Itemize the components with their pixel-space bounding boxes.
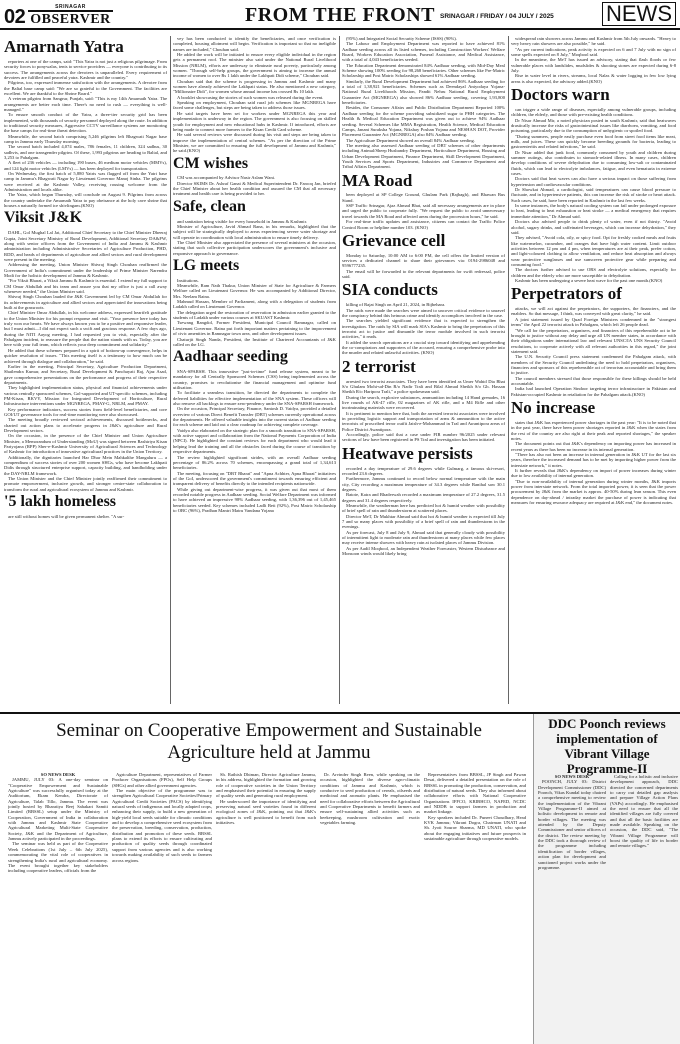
brand-name: OBSERVER [28, 10, 113, 30]
paragraph: They highlighted implementation status, physical and financial achievements under various centrally sponsored schemes, Gol-supported and UT-specific schemes, including PM-Kisan, RKVY, Mission for Integrated Development of Horticulture, Rural Infrastructure interventions under MGNREGA, PMAY-G, NRLM, and PMAY. [4, 385, 167, 407]
paragraph: SNA-SPARSH. This innovative "just-in-time" fund release system, meant to be mandatory for all Centrally Sponsored Schemes (CSS) being implemented across the country, promises to revolutionise the financial management and optimise fund utilisation. [173, 369, 336, 391]
paragraph: Pilgrims, too, expressed immense satisfaction with the arrangements. A devotee from the Baltal base camp said: "We are so grateful to the Government. The facilities are excellent. We are thankful to the Shrine Board." [4, 80, 167, 96]
paragraph: Chief Minister Omar Abdullah, in his welcome address, expressed heartfelt gratitude to the Union Minister for his prompt response and visit. "Your presence here today has truly won our hearts. We have always known you to be a positive and responsive leader, but I must admit—I did not expect such a swift and gracious response. A few days ago, during the NITI Aayog meeting, I had requested you to visit, especially after the Pahalgam incident, to reassure the people that the nation stands with us. Today, you are here with your full team, which reflects your deep commitment and solidarity." [4, 310, 167, 348]
paragraph: The meeting broadly reviewed sectoral achievements, discussed bottlenecks, and charted out action plans to accelerate progress in J&K's agriculture and Rural Development sectors. [4, 417, 167, 433]
paragraph: vey has been conducted to identify the beneficiaries, and once verification is completed, housing allotment will begin. Verification is important so that no ineligible names are included," Chouhan said. [173, 36, 336, 52]
paragraph: states that J&K has experienced power shortages in the past year: "It is to be noted that in the past year, there have been power shortages reported in J&K when the states from the rest of the country are also right at their peak and reported shortages," the speaker notes. [511, 419, 676, 441]
paragraph: Additionally, the dignitaries launched Har Dhar Mein Mahkalthe Mangaluru — a compendium of success stories of over 200 women SHGs, who have become Lakhpati Didis through structured enterprise support, capacity building, and handholding under the DAY-NRLM framework. [4, 454, 167, 476]
column-3 [342, 36, 505, 704]
paragraph: Representatives from BBSSL, JP Singh and Pawan Desai, delivered a detailed presentation on the role of BBSSL in promoting the production, conservation, and distribution of natural seeds. They also informed about collaborative efforts with National Cooperative Organisations IFFCO, KRIBHCO, NAFED, NCDC and NDDB to support farmers in production and market linkage. [424, 772, 526, 815]
paragraph: The doctors further advised to use ORS and electrolyte solutions, especially for children and the elderly who are more susceptible to dehydration. [511, 267, 676, 278]
paragraph: Kashmir has been undergoing a severe heat wave for the past one month.(KNO) [515, 277, 663, 283]
ddc-column-1 [538, 774, 606, 1040]
paragraph: Sh. Rathish Dhiman, Director Agriculture Jammu, in his address, highlighted the formation and growing role of cooperative societies in the Union Territory and emphasised their potential in ensuring the supply of quality seeds and generating rural employment. [216, 772, 316, 799]
paragraph: Rise in water level in rivers, streams, local Nalas & water logging in few low lying areas is also expected, the advisory added.(KNO) [511, 73, 676, 84]
paragraph: The seminar was held as part of the Cooperative Week Celebrations (1st July – 6th July 2025), commemorating the vital role of cooperatives in strengthening India's rural and agricultural economy. The event brought together key stakeholders including cooperative leaders, officials from the [8, 841, 108, 874]
story-body [511, 306, 676, 397]
paragraph: As per Aadil Moqbool, an Independent Weather Forecaster, Western Disturbance and Monsoon winds would likely bring [342, 545, 505, 556]
paragraph: He said several reviews were discussed during his visit and steps are being taken to improve the implementation of central schemes. "As per the direction of the Prime Minister, we are committed to ensuring the full development of Jammu and Kashmir," he said.(KNO) [173, 132, 336, 154]
paragraph: Monday to Saturday, 10:00 AM to 6:00 PM, the cell offers the limited version of services a dedicated channel to share their grievances via: 0194-2986048 and 9596777235. [342, 252, 505, 269]
paragraph: "During summers, people easily purchase even food from street food items like meat, milk, and juices. These can quickly become breeding grounds for bacteria, leading to gastroenteritis and related infections," he said. [511, 133, 676, 150]
story-body [4, 59, 167, 209]
story-body [342, 302, 505, 355]
paragraph: Key performance indicators, success stories from field-level beneficiaries, and core GOI/UT governance tools for real-time monitoring were also showcased. [4, 406, 167, 417]
paragraph: Furthermore, Jammu continued to record below normal temperature with the main city, City recording a maximum temperature of 34.3 degrees while Banihal saw 30.1 degrees. [342, 476, 505, 492]
seminar-column-3 [216, 772, 316, 1042]
paragraph: To facilitate a seamless transition, he directed the departments to complete the deferred liabilities for effective implementation of the SNA system. These officers will also remove all backlogs to ensure zero-pendency under the SNA-SPARSH framework. [173, 390, 336, 407]
paragraph: Agriculture Department, representatives of Farmer Producer Organisations (FPOs), Self Help Groups (SHGs) and other allied government agencies. [112, 772, 212, 788]
paragraph: On the occasion, in the presence of the Chief Minister and Union Agriculture Minister, a Memorandum of Understanding (MoU) was signed between Rashtriya Kisan Pariyojana (RPP) Sher-e-Kashmir University of Agricultural Sciences and Technology of Kashmir for introduction of innovative agricultural practices in the Union Territory. [4, 433, 167, 455]
headline-amarnath-yatra: Amarnath Yatra [4, 37, 124, 56]
paragraph: The document points out that J&K's dependency on importing power has increased in recent years as there has been no increase in its internal generation. [511, 441, 676, 452]
paragraph: A booklet showcasing the stories of such women was released during the event. [177, 94, 324, 100]
paragraph: Institutions. [177, 277, 199, 283]
column-rule [339, 36, 340, 704]
paragraph: The meeting also assessed Aadhaar seeding of DBT schemes of other departments including Animal/Sheep Husbandry Department, Horticulture Department, Housing and Urban Development Department, Finance Department, Skill Development Department, Youth Services and Sports Department, Industries and Commerce Department and Tribal Affairs Department. [342, 142, 505, 170]
headline-no-increase: No increase [511, 397, 596, 417]
story-body [112, 772, 212, 863]
headline-2-terrorist: 2 terrorist [342, 356, 416, 376]
paragraph: killing of Rajat Singh on April 21, 2024, in Bijbehara. [346, 302, 446, 308]
byline: SO NEWS DESK [40, 772, 76, 777]
paragraph: They advised, "Avoid cola, oily, or spicy food. Opt for freshly cooked meals and fruits like watermelon, cucumber, and oranges that have high water content. Limit outdoor activities between 12 pm and 4 pm, when temperatures are at their peak, prefer cotton, and light-coloured clothing to allow ventilation, and reduce heat absorption and always wear protective sunglasses and use sunscreen protective gear while preparing and consuming food." [511, 235, 676, 267]
paragraph: The review highlighted significant strides, with an overall Aadhaar seeding percentage of 86.2% across 70 schemes, encompassing a grand total of 1,34,613 beneficiaries. [173, 454, 336, 471]
paragraph: While giving out department-wise progress, it was given out that most of them recorded notable progress in Aadhaar seeding. Social Welfare Department was informed to have achieved an impressive 98% Aadhaar seeding, with 1,36,396 out of 1,45,465 beneficiaries seeded. Key schemes included Ladli Beti (92%), Post Matric Scholarship to OBC (96%), Pradhan Mantri Matru Vandana Yojana [173, 486, 336, 513]
paragraph: As per forecast, July 8 and July 9, Ahmad said that generally cloudy with possibility of intermittent light to moderate rain and thunderstorm at many places while few places may receive intense showers with heavy rain at isolated places of Jammu Division. [342, 529, 505, 546]
byline: SO NEWS DESK [554, 774, 590, 779]
paragraph: Tsewang Rangdol, Former President, Municipal Council Ramnagar, called on Lieutenant Governor. Raina put forth important matters pertaining to the improvement of civic amenities in Ramnagar town area, and other development issues. [173, 320, 336, 337]
paragraph: Similarly, the Rural Development Department had achieved 86% Aadhaar seeding for a total of 1,38,921 beneficiaries. Schemes such as Deendayal Antyodaya Yojana-National Rural Livelihoods Mission, Pandit Nehru National Rural Employment Guarantee Act (MGNREGA) also showed 86% Aadhaar seeding, covering 1,93,800 beneficiaries. [342, 78, 505, 106]
ddc-story-box [533, 714, 680, 1044]
story-body [342, 379, 505, 443]
story-body [342, 253, 505, 280]
paragraph: can trigger a wide range of diseases, especially among vulnerable groups, including children, the elderly, and those with pre-existing health conditions. [511, 106, 676, 118]
paragraph: "We call for the perpetrators, organisers, and financiers of this reprehensible act to be brought to justice without any delay and urge all UN member states, in accordance with their obligations under international law and relevant UNSC/IA UNS Security Council resolutions, to cooperate actively with all relevant authorities in this regard," the joint statement said. [511, 327, 676, 354]
paragraph: "As per current indications, peak activity is expected on 6 and 7 July with no sign of some spells expected on 8 July," Moqbool said. [511, 46, 676, 58]
story-body [173, 219, 336, 256]
ddc-column-2 [610, 774, 678, 1040]
paragraph: Shivraj Singh Chouhan lauded the J&K Government led by CM Omar Abdullah for its achievements in agriculture and allied sectors and appreciated the innovations being built at the grassroots. [4, 294, 167, 311]
paragraph: On the occasion, Principal Secretary, Finance, Santosh D. Vaidya, provided a detailed overview of various Direct Benefit Transfer (DBT) schemes currently operational across the departments. He offered valuable insights into the current status of Aadhaar seeding for each scheme and laid out a clear roadmap for achieving complete coverage. [173, 406, 336, 428]
headline-cm-wishes: CM wishes [173, 154, 249, 172]
seminar-column-2 [112, 772, 212, 1042]
paragraph: It further reveals that J&K's dependency on import of power increases during winter due to low availability of internal generation. [511, 467, 676, 479]
headline-heatwave-persists: Heatwave persists [342, 443, 473, 463]
paragraph: Dr Nisar added that junk food, commonly consumed by youth and children during summer outings, also contributes to stomach-related illness. In many cases, children develop conditions of severe dehydration due to consuming low-salt or contaminated fluids, which can lead to electrolyte imbalances, fatigue, and even hematuria in extreme cases. [511, 149, 676, 177]
paragraph: Vaidya also elaborated on the strategic plan for a smooth transition to SNA-SPARSH, with active support and collaboration from the National Payments Corporation of India (NPCI). He highlighted the constant reviews for each department who would lead it helping lead the training and all the obstacles faced during the course of transition by respective departments. [173, 427, 336, 455]
paragraph: Accordingly, police said that a case under FIR number 96/2025 under relevant sections of law have been registered in PS Tral and investigation has been initiated. [342, 431, 505, 443]
headline-safe-clean: Safe, clean [173, 197, 246, 215]
story-body [173, 175, 336, 196]
story-body [8, 772, 108, 874]
paragraph: During the search, explosive substances, ammunition including 14 Hand grenades, 16 live rounds of AK-47 rifle, 02 magazines of AK rifle, and a M4 Rifle and other incriminating materials were recovered. [342, 394, 505, 411]
masthead [0, 0, 680, 30]
story-body [173, 36, 336, 154]
paragraph: A fleet of 236 vehicles — including 190 buses, 46 medium motor vehicles (MMVs), and 124 light motor vehicles (LMVs) — has been deployed for transportation. [4, 160, 167, 171]
paragraph: Meanwhile, the weatherman here has predicted hot & humid weather with possibility of brief spell of rain and thunderstorm at scattered places. [342, 502, 505, 514]
paragraph: reporters at one of the camps, said: "This Yatra is not just a religious pilgrimage. From security forces to ponywalas, tents to service providers — everyone is contributing to its success. The arrangements across the devotees is unparalleled. Every requirement of devotees are fulfilled and peaceful yatra. Kashmir and the country." [4, 58, 167, 80]
paragraph: The raids were made the searches were aimed to uncover critical evidence to unravel the conspiracy behind this heinous crime and identify accomplices involved in the case. [342, 307, 505, 318]
headline-sia-conducts: SIA conducts [342, 280, 438, 300]
story-body [342, 466, 505, 557]
paragraph: DAHL, Gol Mughal Lal Jat, Additional Chief Secretary to the Chief Minister Dheeraj Gupta, Joint Secretary Ministry of Rural Development, Additional Secretary DA&FW, along with senior officers from the Government of India and Jammu & Kashmir administration including Administrative Secretaries of Agriculture Production, PHD, RDD, and heads of departments of agriculture and allied sectors and rural development were present in the meeting. [4, 230, 167, 262]
paragraph: To ensure smooth conduct of the Yatra, a three-tier security grid has been implemented, with thousands of security personnel deployed along the route. In addition to traditional security measures, Aggressive CCTV surveillance systems are monitoring the base camps for real-time threat detection. [4, 112, 167, 134]
dateline: SRINAGAR / FRIDAY / 04 JULY / 2025 [440, 13, 554, 20]
paragraph: The second batch included 4,074 males, 786 females, 11 children, 324 sadhus, 30 sadhvis, and one transgender pilgrim. Of these, 1,993 pilgrims are heading to Baltal, and 3,253 to Pahalgam. [4, 144, 167, 161]
story-body [216, 772, 316, 825]
paragraph: Dr. Arvinder Singh Reen, while speaking on the occasion, highlighted the diverse agro-climatic conditions of Jammu and Kashmir, which is conducive to seed production of cereals, oilseeds and medicinal and aromatic plants. He emphasised the need for collaborative efforts between the Agricultural and Cooperative Departments to benefit farmers and ensure self-sustaining allied activities such as beekeeping, mushroom cultivation and exotic vegetables farming. [320, 772, 420, 826]
paragraph: JAMMU, JULY 03: A one-day seminar on "Cooperative Empowerment and Sustainable Agriculture" was successfully organised today at the Auditorium, Ekam Kendra, Directorate of Agriculture, Talab Tillo, Jammu. The event was jointly hosted by Bharatiya Beej Sahakari Samiti Limited (BBSSL) setup under the Ministry of Cooperation, Government of India in collaboration with Jammu and Kashmir State Cooperative Agricultural Marketing Multi-State Cooperative Society, J&K and the Department of Agriculture, Jammu actively participated in the proceedings. [8, 777, 108, 842]
paragraph: Chouhan said that the scheme is progressing in Jammu and Kashmir and many women have already achieved the Lakhpati status. He also mentioned a new category, "Millionaire Didi", for women whose annual income has crossed Rs 10 lakh. [173, 78, 336, 95]
headline-ma-road: MA Road [342, 170, 413, 190]
paragraph: Batote, Katra and Bhaderwah recorded a maximum temperature of 27.2 degrees, 31.5 degrees and 31.4 degrees respectively. [342, 492, 505, 503]
story-body [173, 369, 336, 513]
column-1 [4, 36, 167, 704]
paragraph: The Labour and Employment Department was reported to have achieved 81% Aadhaar seeding across all its listed schemes, including Construction Workers' Welfare Board, Workers Education Association, Funeral Assistance, and Medical Assistance, with a total of 4,043 beneficiaries seeded. [342, 41, 505, 63]
paragraph: Addressing the meeting, Union Minister Shivraj Singh Chouhan reaffirmed the Government of India's commitment under the leadership of Prime Minister Narendra Modi for the holistic development of Jammu & Kashmir. [4, 262, 167, 279]
headline-perpetrators-of: Perpetrators of [511, 284, 622, 304]
headline-5-lakh-homeless: '5 lakh homeless [4, 493, 117, 511]
paragraph: The searches yielded significant evidence that is expected to strengthen the investigation. The raids by SIA will mark SIA's Kashmir to bring the perpetrators of this terrorist act to justice and dismantle the terror module involved in such terrorist activities," it reads. [342, 318, 505, 340]
paragraph: Chaturjit Singh Nanda, President, the Institute of Chartered Accountants of J&K called on the LG. [173, 336, 336, 347]
page-number: 02 [4, 5, 26, 28]
paragraph: The email will be forwarded to the relevant departments for swift redressal, police said. [342, 268, 505, 280]
paragraph: India had launched Operation Sindoor targeting terror infrastructure in Pakistan and Pakistan-occupied Kashmir in retaliation for the Pahalgam attack.(KNO) [511, 386, 676, 397]
section-tag: NEWS [602, 2, 676, 26]
paragraph: In the meantime, the MeT has issued an advisory, stating that flash floods or few vulnerable places with landslides, mudslides & shooting stones are expected during 6-8 July. [511, 57, 676, 74]
column-rule [508, 36, 509, 704]
headline-grievance-cell: Grievance cell [342, 230, 446, 250]
paragraph: He said targets have been set for workers under MGNREGA this year and implementation is underway in the region. The government is also focusing on skilled youth for employment and new educational hubs in Kashmir. If introduced, efforts are being made to connect more farmers to the Kisan Credit Card scheme. [173, 110, 336, 132]
headline-viksit-jk: Viksit J&K [4, 209, 83, 227]
paragraph: The delegation urged the restoration of reservation in admission earlier granted to the students of Ladakh under various courses at SKUAST Kashmir. [173, 309, 336, 321]
paragraph: Minister of Agriculture, Javid Ahmad Rana, in his remarks, highlighted that the subject will be strategically deployed to areas experiencing severe water shortage and will operate in coordination with local administration to ensure timely delivery. [173, 223, 336, 240]
paragraph: Director MeT, Dr Mukhtar Ahmad said that hot & humid weather is expected till July 7 and so many places with possibility of a brief spell of rain and thunderstorm in the evenings. [342, 513, 505, 530]
paragraph: Meanwhile, the second batch comprising 5,246 pilgrims left Bhagwati Nagar base camp in Jammu early Thursday morning. [4, 133, 167, 144]
paragraph: attacks, we will act against the perpetrators, the supporters, the financiers, and the enablers. So that message, I think, was conveyed with great clarity," he said. [511, 306, 676, 317]
paragraph: "There has also not been an increase in internal generation in J&K UT for the last six years, therefore the increased demand has to be met by importing higher power from the interstate network," it notes. [511, 451, 676, 468]
paragraph: arrested two terrorist associates. They have been identified as Umer Wahid Dia Bhat S/o Ghulam Mohi-ud-Din R/o Nadir Trali and Bilal Ahmad Sheikh S/o Gh. Hassan Sheikh R/o Haripora Trali," a police spokesman said. [342, 378, 505, 395]
paragraph: widespread rain showers across Jammu and Kashmir from 5th July onwards. "Heavy to very heavy rain showers are also possible," he said. [511, 36, 676, 47]
seminar-column-4 [320, 772, 420, 1042]
paragraph: It is pertinent to mention here that, both the arrested terrorist associates were involved in providing logistic support and transportation of arms & ammunition to the active terrorists of proscribed terror outfit Jaish-e-Mohammad in Tral and Awantipora areas of Police District Awantipora. [342, 410, 505, 432]
paragraph: CM was accompanied by Advisor Nasir Aslam Wani. [177, 175, 276, 181]
paragraph: Doctors also advised people to drink plenty of water, even if not thirsty. "Avoid alcohol, sugary drinks, and caffeinated beverages, which can increase dehydration," they said. [511, 219, 676, 235]
paragraph: He added that these schemes prepared in a spirit of bottom-up convergence, helps in quicker resolution of issues. "This meeting itself is a testimony to how much can be achieved through dialogue and collaboration," he said. [4, 347, 167, 364]
headline-doctors-warn: Doctors warn [511, 85, 610, 105]
story-body [4, 230, 167, 492]
story-body [511, 107, 676, 283]
column-2 [173, 36, 336, 704]
column-4 [511, 36, 676, 704]
paragraph: been deployed at SP College Ground, Ghulam Park (Rajbagh), and Bhawan Bus Stand. [342, 192, 505, 203]
story-body [342, 192, 505, 229]
paragraph: The meeting, focusing on "DBT Bharat" and "Apna Achhter, Apna Bharat" initiatives of the GoI, underscored the government's commitment towards ensuring efficient and transparent delivery of benefits directly to the intended recipients nationwide. [173, 470, 336, 487]
paragraph: SSP Traffic Srinagar, Ajaz Ahmad Bhat, said all necessary arrangements are in place and urged the public to cooperate fully. "We request the public to avoid unnecessary travel towards the MA Road and affected areas during the procession hours," he said. [342, 203, 505, 219]
paragraph: recorded a day temperature of 29.6 degrees while Gulmarg, a famous ski-resort, recorded 23.6 degrees. [342, 465, 505, 476]
headline-seminar: Seminar on Cooperative Empowerment and Sustainable Agriculture held at Jammu [56, 720, 482, 763]
paragraph: The U.N. Security Council press statement condemned the Pahalgam attack, with members of the Security Council underlining the need to hold perpetrators, organisers, financiers and sponsors of this reprehensible act of terrorism accountable and bring them to justice. [511, 354, 676, 376]
paragraph: Doctors said that heat waves can also have a serious impact on those suffering from hypertension and cardiovascular conditions. [511, 176, 676, 187]
story-body [4, 514, 167, 519]
paragraph: (95%) and Integrated Social Security Scheme (ISSS) (90%). [346, 36, 457, 41]
paragraph: Mahmud Hassan, Member of Parliament, along with a delegation of students from Ladakh called on Lieutenant Governor. [173, 299, 336, 310]
seminar-column-5 [424, 772, 526, 1042]
paragraph: He added the work will be initiated to ensure every eligible individual in the region gets a permanent roof. The minister also said under the National Rural Livelihood Mission (NRLM), efforts are underway to eliminate rural poverty, particularly among women. "Through self-help groups, the government is aiming to increase the annual income of women to over Rs 1 lakh under the Lakhpati Didi scheme," Chouhan said. [173, 52, 336, 79]
column-rule [170, 36, 171, 704]
paragraph: Calling for a holistic and inclusive development approach, DDC directed the concerned departments to carry out detailed gap analysis and prepare Village Action Plans (VAPs) accordingly. He emphasised the need to ensure that all the identified villages are fully covered and that all the basic facilities are made available. Speaking on the occasion, the DDC said, "The Vibrant Village Programme will boost the quality of life in border and remote villages." [610, 774, 678, 849]
paragraph: "For Viksit Bharat, a Viksit Jammu & Kashmir is essential. I extend my full support to CM Omar Abdullah and his team and assure you that my office is just a call away whenever needed," the Union Minister said. [4, 278, 167, 295]
paragraph: "Due to non-availability of internal generation during winter months, J&K imports power from interstate network. From the total imported power, it is seen that the power procurement by J&K from the market is approx. 40-50% during lean season. This even dependence on day-ahead / intraday market the purchase of power is indicating that measures for ensuring resource adequacy are required at J&K end," the document notes. [511, 478, 676, 505]
headline-ddc-poonch: DDC Poonch reviews implementation of Vibrant Village Programme-II [548, 716, 666, 776]
paragraph: Director SKIMS Dr. Ashraf Ganai & Medical Superintendent Dr. Farooq Jan, briefed the Chief Minister about her health condition and assured the CM that all necessary treatment and health care is being provided to her. [173, 180, 336, 197]
paragraph: A veteran pilgrim from Sangrur, Punjab, said: "This is my 14th Amarnath Yatra. The arrangements are better each time. There's no need to rush — everything is well-managed." [4, 96, 167, 112]
story-body [173, 278, 336, 347]
paragraph: are still without homes will be given permanent shelter. "A sur- [8, 513, 125, 519]
paragraph: He underscored the importance of identifying and preserving natural seed varieties found in different ecological zones of J&K, pointing out that J&K's agriculture is well positioned to benefit from such initiatives. [216, 798, 316, 826]
paragraph: The Yatra, which began Thursday, will conclude on August 9. Pilgrims from across the country undertake the Amarnath Yatra to pay obeisance at the holy cave shrine that houses a naturally formed ice shivlingam.(KNO) [4, 192, 167, 209]
paragraph: Earlier in the meeting, Principal Secretary, Agriculture Production Department, Shailendra Kumar, and Secretary, Rural Development & Panchayati Raj, Ajaz Asad, gave comprehensive presentations on the performance and progress of their respective departments. [4, 363, 167, 385]
paragraph: Key speakers included Dr. Puneet Choudhary, Head KVK Jammu; Vikrant Dogra, Chairman UNATI and Sh. Jyoti Sourav Sharma, MD UNATI, who spoke about the engaging initiatives and future prospects in sustainable agriculture through cooperative models. [424, 814, 526, 842]
paragraph: It added the search operations are a crucial step toward identifying and apprehending the co-conspirators and supporters of the accused, ensuring a comprehensive probe into the murder and related unlawful activities. (KNO) [342, 339, 505, 356]
paragraph: Dr Nisar Ahmad Mir, a noted physician posted in south Kashmir, said that heatwaves drastically increase the risks of gastrointestinal issues like diarrhoea, vomiting, and food poisoning, particularly due to the consumption of unhygienic or spoiled food. [511, 117, 676, 134]
paragraph: The Chief Minister also appreciated the presence of several ministers at the occasion, stating that such collective participation underscores the government's inclusive and responsive approach to governance. [173, 239, 336, 256]
paragraph: The Education Department demonstrated 84% Aadhaar seeding, with Mid-Day Meal Scheme showing 100% seeding for 98,268 beneficiaries. Other schemes like Pre-Matric Scholarship and Post Matric Scholarships showed 61% Aadhaar seeding. [342, 62, 505, 79]
paragraph: The Agriculture Department showed an overall 84% Aadhaar seeding. [346, 137, 475, 143]
paragraph: Meanwhile, Ram Nath Thakur, Union Minister of State for Agriculture & Farmers Welfare called on Lieutenant Governor. He was accompanied by Additional Director, Mrs. Neelam Raina. [173, 283, 336, 299]
paragraph: A joint statement issued by Quad Foreign Ministers condemned in the "strongest terms" the April 22 terrorist attack in Pahalgam, which left 26 people dead. [511, 316, 676, 328]
paragraph: The Union Minister and the Chief Minister jointly reaffirmed their commitment to promote empowerment, inclusive growth, and stronger centre-state collaboration to transform the rural and agricultural ecosystem of Jammu and Kashmir. [4, 476, 167, 492]
brand-city: SRINAGAR [55, 4, 86, 10]
headline-lg-meets: LG meets [173, 256, 240, 274]
paragraph: On Wednesday, the first batch of 5,880 Yatris was flagged off from the Yatri base camp in Jammu's Bhagwati Nagar by Lieutenant Governor Manoj Sinha. The pilgrims were received at the Kashmir Valley, receiving rousing welcome from the Administration and locals alike. [4, 171, 167, 193]
paragraph: Speaking on employment, Chouhan said rural job schemes like MGNREGA have faced some challenges, but steps are being taken to address those issues. [173, 100, 336, 111]
seminar-column-1 [8, 772, 108, 1042]
headline-aadhaar-seeding: Aadhaar seeding [173, 348, 288, 366]
section-title: FROM THE FRONT [245, 4, 435, 26]
story-body [342, 36, 505, 170]
paragraph: For real-time traffic updates and assistance, citizens can contact the Traffic Police Control Room or helpline number 103. (KNO) [342, 219, 505, 230]
story-body [424, 772, 526, 841]
paragraph: Besides, the Consumer Affairs and Public Distribution Department Reported 100% Aadhaar seeding for the scheme providing subsidized sugar to PHH categories. The Health & Medical Education Department was given out to achieve 94% Aadhaar seeding. Several Schemes like MMA Registration, Health Science, Medical Education Camps, Janani Suraksha Yojana, Nikshay Poshan Yojana and NESHAN DOT, Provider Placement Guarantee Act (MGNREGA) also 84% Aadhaar seeding. [342, 105, 505, 138]
paragraph: The main objective of the programme was to strengthen Agricultural Cooperative Societies/Primary Agricultural Credit Societies (PACS) by identifying natural seeds of indigenous and locally adapted crops, enhancing their supply, to build a new generation of high-yield local seeds suitable for climatic conditions and to develop a comprehensive seed ecosystem from the preservation, breeding, conservation, production, distribution and promotion of these seeds. BBSSL plans to extend its efforts to ensure cultivating and production of quality seeds through coordinated support from various agencies and is also working towards making availability of such seeds to farmers across regions. [112, 788, 212, 863]
story-body [511, 420, 676, 506]
paragraph: In some instances, the body's natural cooling system can fail under prolonged exposure to heat, leading to heat exhaustion or heat stroke — a medical emergency that requires immediate attention," Dr Ahmad said. [511, 203, 676, 219]
paragraph: and sanitation being visible for every household in Jammu & Kashmir. [177, 218, 308, 224]
paragraph: Dr Showkat Ahmad, a cardiologist, said temperatures can cause blood pressure to fluctuate, and in hypertensive patients, this can increase the risk of stroke or heart attack. Such cases, he said, have been reported in Kashmir in the last few weeks. [511, 187, 676, 203]
story-body [320, 772, 420, 825]
paragraph: The council members stressed that those responsible for these killings should be held accountable. [511, 375, 676, 386]
story-body [511, 36, 676, 84]
paragraph: POONCH, JULY 03: District Development Commissioner (DDC) Poonch, Vikas Kundal today chaired a comprehensive meeting to review the implementation of the Vibrant Village Programme-II aimed at holistic development in remote and border villages. The meeting was attended by the Deputy Commissioner and senior officers of the district. The review meeting by the DDC took a thorough review of the programme including identification of border villages, action plan for development and sanctioned project works under the programme. [538, 779, 606, 870]
